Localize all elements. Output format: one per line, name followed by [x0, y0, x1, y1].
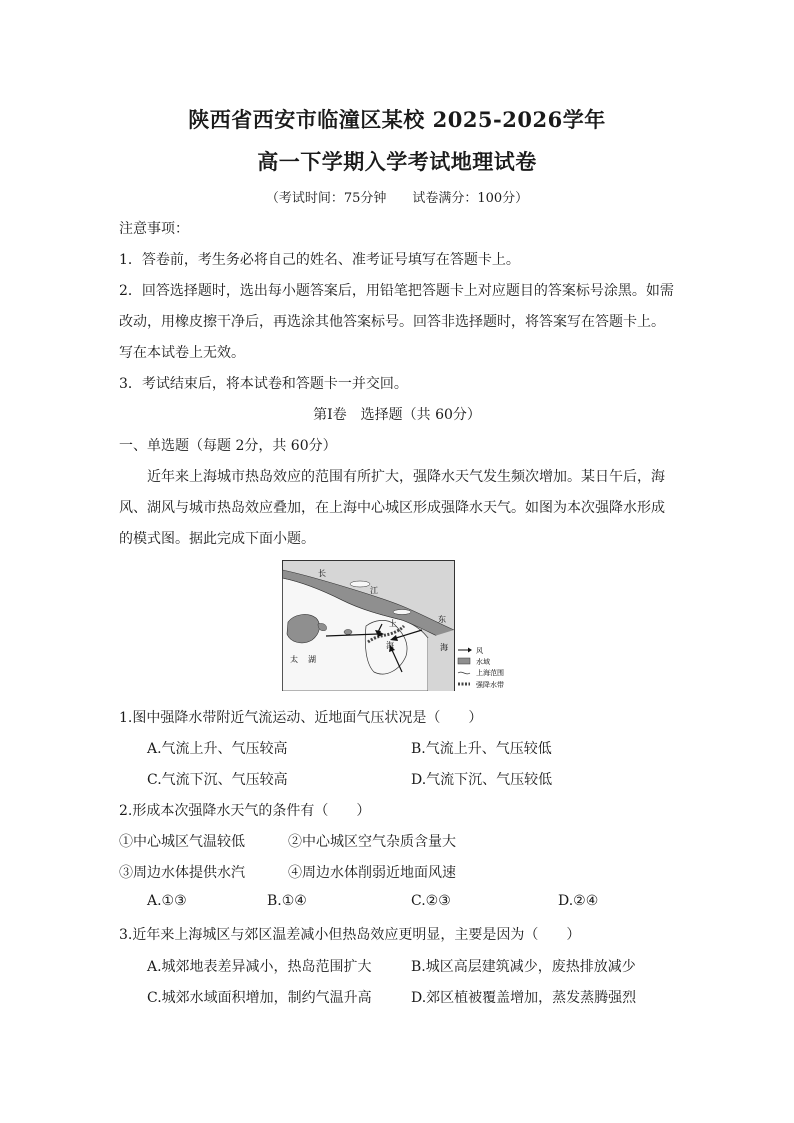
label-hai-city: 海 — [386, 641, 394, 650]
q2-item-1: ①中心城区气温较低 — [119, 834, 245, 850]
map-legend — [456, 645, 526, 695]
q3-option-d: D.郊区植被覆盖增加，蒸发蒸腾强烈 — [411, 990, 637, 1006]
island — [393, 610, 411, 615]
legend-wind-icon — [468, 648, 472, 653]
heavy-rain-pattern-map — [282, 560, 455, 691]
island — [350, 581, 370, 587]
q3-option-a: A.城郊地表差异减小，热岛范围扩大 — [147, 959, 372, 975]
q1-stem: 1.图中强降水带附近气流运动、近地面气压状况是（ ） — [119, 710, 483, 726]
passage-line2: 风、湖风与城市热岛效应叠加，在上海中心城区形成强降水天气。如图为本次强降水形成 — [119, 500, 665, 516]
q2-item-4: ④周边水体削弱近地面风速 — [288, 865, 456, 881]
notes-heading: 注意事项： — [119, 221, 189, 237]
legend-range: 上海范围 — [476, 669, 504, 677]
legend-water: 水域 — [476, 658, 490, 666]
q3-stem: 3.近年来上海城区与郊区温差减小但热岛效应更明显，主要是因为（ ） — [119, 927, 581, 943]
q2-option-a: A.①③ — [147, 893, 187, 909]
exam-info: （考试时间：75分钟 试卷满分：100分） — [265, 191, 529, 206]
label-hu: 湖 — [308, 655, 316, 664]
legend-range-icon — [458, 672, 470, 674]
q2-option-d: D.②④ — [558, 893, 599, 909]
passage-line1: 近年来上海城市热岛效应的范围有所扩大，强降水天气发生频次增加。某日午后，海 — [147, 469, 665, 485]
q1-option-b: B.气流上升、气压较低 — [411, 741, 552, 757]
label-dong: 东 — [438, 615, 446, 624]
part-heading: 第Ⅰ卷 选择题（共 60分） — [313, 407, 481, 423]
q2-item-2: ②中心城区空气杂质含量大 — [288, 834, 456, 850]
exam-title-line1: 陕西省西安市临潼区某校 2025-2026学年 — [188, 107, 606, 132]
q2-option-c: C.②③ — [411, 893, 451, 909]
east-sea — [428, 630, 454, 691]
section-heading: 一、单选题（每题 2分，共 60分） — [119, 438, 337, 454]
passage-line3: 的模式图。据此完成下面小题。 — [119, 531, 315, 547]
label-shang: 上 — [389, 619, 397, 628]
q3-option-b: B.城区高层建筑减少，废热排放减少 — [411, 959, 636, 975]
label-chang: 长 — [318, 569, 326, 578]
note-2-line1: 2．回答选择题时，选出每小题答案后，用铅笔把答题卡上对应题目的答案标号涂黑。如需 — [119, 283, 674, 299]
q1-option-c: C.气流下沉、气压较高 — [147, 772, 288, 788]
label-jiang: 江 — [370, 586, 378, 595]
legend-water-icon — [458, 658, 470, 664]
note-2-line3: 写在本试卷上无效。 — [119, 345, 245, 361]
note-1: 1．答卷前，考生务必将自己的姓名、准考证号填写在答题卡上。 — [119, 252, 520, 268]
q3-option-c: C.城郊水域面积增加，制约气温升高 — [147, 990, 372, 1006]
label-tai: 太 — [290, 655, 298, 664]
note-3: 3．考试结束后，将本试卷和答题卡一并交回。 — [119, 376, 408, 392]
legend-rain: 强降水带 — [476, 681, 504, 689]
note-2-line2: 改动，用橡皮擦干净后，再选涂其他答案标号。回答非选择题时，将答案写在答题卡上。 — [119, 314, 665, 330]
q2-item-3: ③周边水体提供水汽 — [119, 865, 245, 881]
q1-option-d: D.气流下沉、气压较低 — [411, 772, 553, 788]
q2-option-b: B.①④ — [267, 893, 307, 909]
q1-option-a: A.气流上升、气压较高 — [147, 741, 288, 757]
lake-small — [344, 630, 352, 635]
legend-wind: 风 — [476, 647, 483, 655]
label-hai-sea: 海 — [440, 643, 448, 652]
exam-title-line2: 高一下学期入学考试地理试卷 — [257, 149, 537, 174]
q2-stem: 2.形成本次强降水天气的条件有（ ） — [119, 803, 371, 819]
